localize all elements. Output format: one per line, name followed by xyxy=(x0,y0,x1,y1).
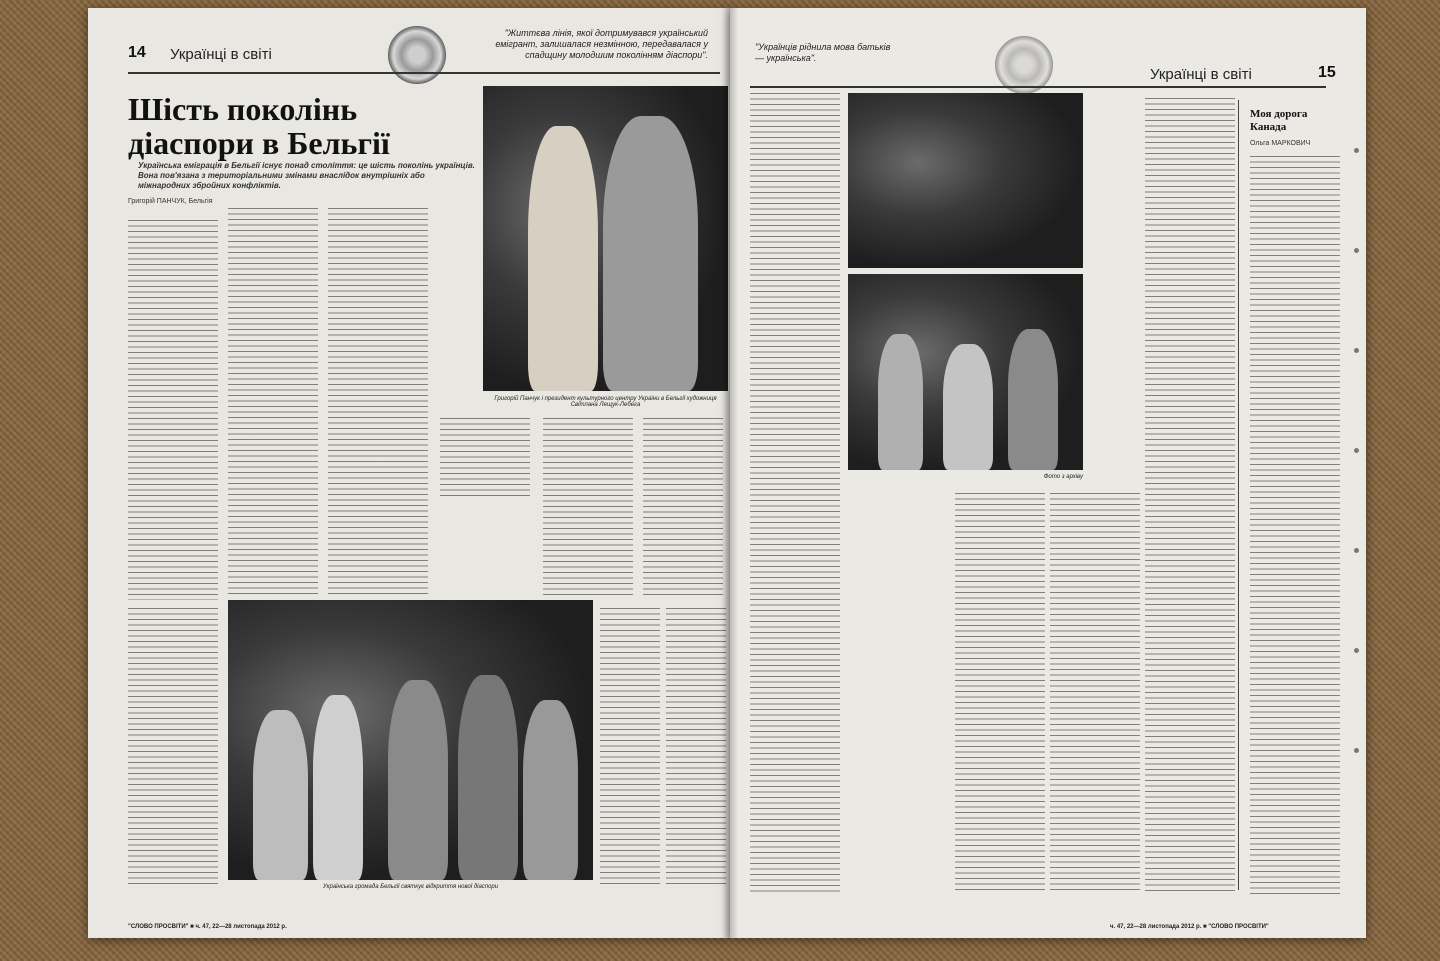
photo-school-group xyxy=(848,93,1083,268)
binder-hole xyxy=(1354,448,1359,453)
left-section-title: Українці в світі xyxy=(170,46,272,63)
left-page-number: 14 xyxy=(128,44,146,61)
sidebar-author: Ольга МАРКОВИЧ xyxy=(1250,140,1311,147)
page-fold xyxy=(722,8,738,938)
article-text-column xyxy=(600,608,660,888)
photo-figure-woman xyxy=(528,126,598,391)
article-text-column xyxy=(228,208,318,598)
article-text-column xyxy=(955,493,1045,893)
header-rule xyxy=(750,86,1326,88)
photo-figure-man xyxy=(603,116,698,391)
header-rule xyxy=(128,72,720,74)
prosvita-emblem-icon xyxy=(388,26,446,84)
left-page xyxy=(88,8,730,938)
article-text-column xyxy=(440,418,530,498)
photo-figure xyxy=(458,675,518,880)
right-page xyxy=(730,8,1366,938)
sidebar-text-column xyxy=(1250,156,1340,896)
photo-figure xyxy=(313,695,363,880)
article-lede: Українська еміграція в Бельгії існує понад століття: це шість поколінь українців. Вона пов'язана з територіальними змінами внаслідок внутрішніх або міжнародних збройних конфліктів. xyxy=(138,161,475,190)
newspaper-spread xyxy=(88,8,1366,938)
binder-hole xyxy=(1354,248,1359,253)
photo-community-group xyxy=(228,600,593,880)
article-text-column xyxy=(666,608,726,888)
right-top-quote: "Українців ріднила мова батьків — українська". xyxy=(755,42,891,63)
article-text-column xyxy=(750,93,840,893)
binder-hole xyxy=(1354,748,1359,753)
photo-figure xyxy=(943,344,993,470)
photo-figure xyxy=(878,334,923,470)
left-footer: "СЛОВО ПРОСВІТИ" ■ ч. 47, 22—28 листопада 2012 р. xyxy=(128,924,287,930)
right-section-title: Українці в світі xyxy=(1150,66,1252,83)
photo2-caption: Українська громада Бельгії святкує відкриття нової діаспори xyxy=(322,884,499,890)
sidebar-title: Моя дорога Канада xyxy=(1250,108,1308,133)
photo-figure xyxy=(253,710,308,880)
article-text-column xyxy=(1145,98,1235,893)
photo-figure xyxy=(388,680,448,880)
right-footer: ч. 47, 22—28 листопада 2012 р. ■ "СЛОВО ПРОСВІТИ" xyxy=(1110,924,1269,930)
article-byline xyxy=(128,198,213,205)
archive-photo-caption: Фото з архіву xyxy=(1043,474,1083,480)
photo-portrait xyxy=(483,86,728,391)
binder-hole xyxy=(1354,148,1359,153)
article-text-column xyxy=(128,608,218,888)
binder-hole xyxy=(1354,648,1359,653)
photo-figure xyxy=(523,700,578,880)
byline-author: Григорій ПАНЧУК, xyxy=(128,198,187,205)
article-headline: Шість поколінь діаспори в Бельгії xyxy=(128,91,390,161)
photo-archive xyxy=(848,274,1083,470)
right-page-number: 15 xyxy=(1318,64,1336,81)
binder-hole xyxy=(1354,348,1359,353)
article-text-column xyxy=(543,418,633,598)
binder-hole xyxy=(1354,548,1359,553)
byline-place: Бельгія xyxy=(188,198,213,205)
article-text-column xyxy=(328,208,428,598)
photo-figure xyxy=(1008,329,1058,470)
photo1-caption: Григорій Панчук і президент культурного центру України в Бельгії художниця Світлана Лещук-Лебега xyxy=(494,396,717,408)
article-text-column xyxy=(1050,493,1140,893)
article-text-column xyxy=(128,220,218,600)
sidebar-divider xyxy=(1238,100,1239,890)
article-text-column xyxy=(643,418,723,598)
left-top-quote: "Життєва лінія, якої дотримувався український емігрант, залишалася незмінною, передавалася у спадщину молодшим поколінням діаспори". xyxy=(495,28,708,60)
